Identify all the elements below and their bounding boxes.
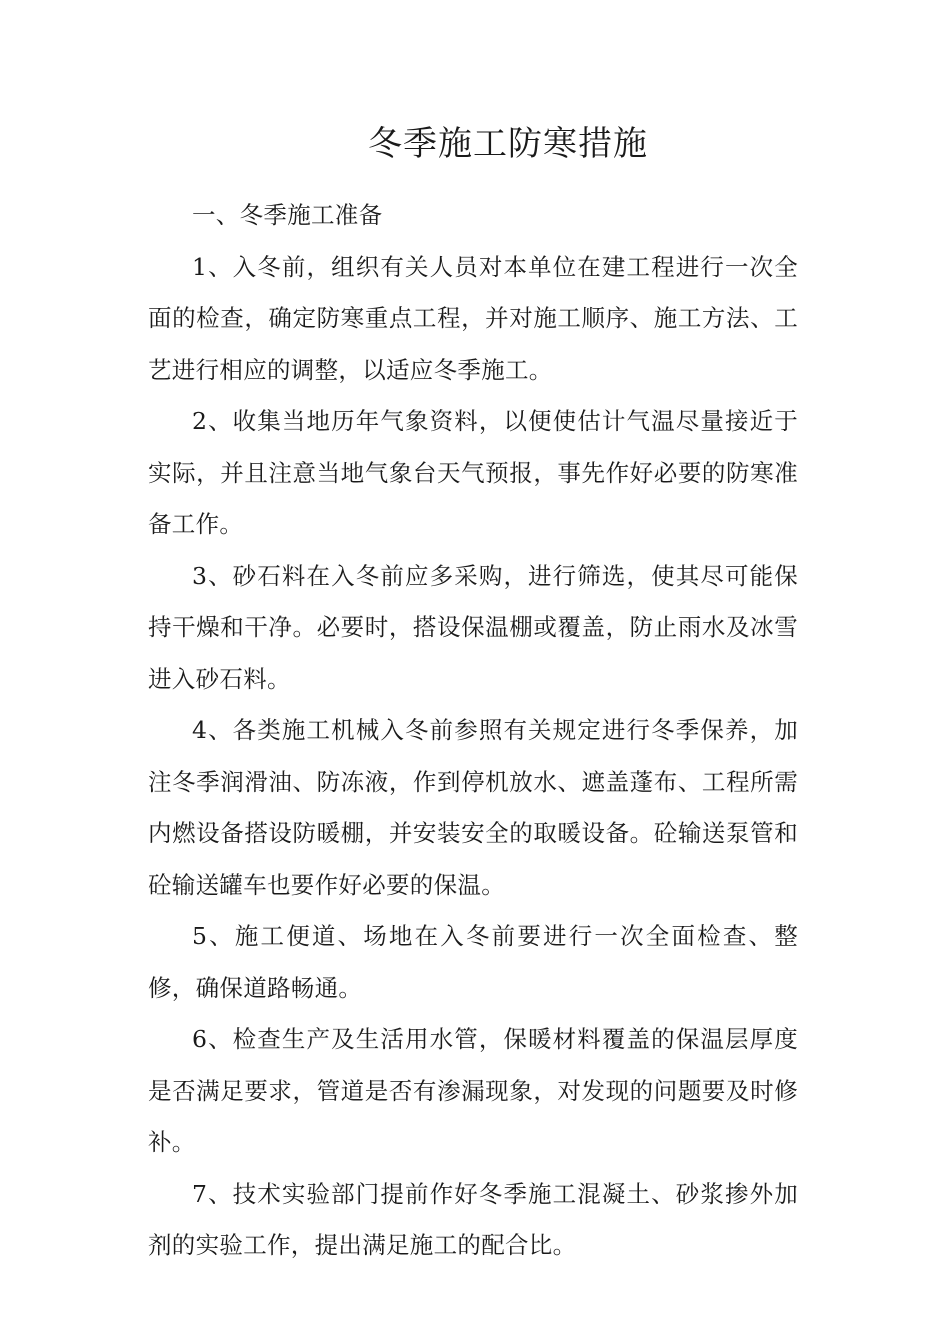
document-title: 冬季施工防寒措施 — [368, 124, 648, 164]
paragraph-5: 5、施工便道、场地在入冬前要进行一次全面检查、整修，确保道路畅通。 — [148, 922, 798, 1002]
document-body — [148, 190, 798, 1272]
section-heading: 一、冬季施工准备 — [192, 201, 383, 229]
paragraph-4: 4、各类施工机械入冬前参照有关规定进行冬季保养，加注冬季润滑油、防冻液，作到停机放水、遮盖蓬布、工程所需内燃设备搭设防暖棚，并安装安全的取暖设备。砼输送泵管和砼输送罐车也要作好必要的保温。 — [148, 716, 798, 899]
paragraph-3: 3、砂石料在入冬前应多采购，进行筛选，使其尽可能保持干燥和干净。必要时，搭设保温棚或覆盖，防止雨水及冰雪进入砂石料。 — [148, 561, 798, 693]
paragraph-6: 6、检查生产及生活用水管，保暖材料覆盖的保温层厚度是否满足要求，管道是否有渗漏现象，对发现的问题要及时修补。 — [148, 1025, 798, 1156]
paragraph-1: 1、入冬前，组织有关人员对本单位在建工程进行一次全面的检查，确定防寒重点工程，并对施工顺序、施工方法、工艺进行相应的调整，以适应冬季施工。 — [148, 252, 798, 384]
paragraph-2: 2、收集当地历年气象资料，以便使估计气温尽量接近于实际，并且注意当地气象台天气预报，事先作好必要的防寒准备工作。 — [148, 407, 798, 538]
paragraph-7: 7、技术实验部门提前作好冬季施工混凝土、砂浆掺外加剂的实验工作，提出满足施工的配合比。 — [148, 1179, 798, 1259]
